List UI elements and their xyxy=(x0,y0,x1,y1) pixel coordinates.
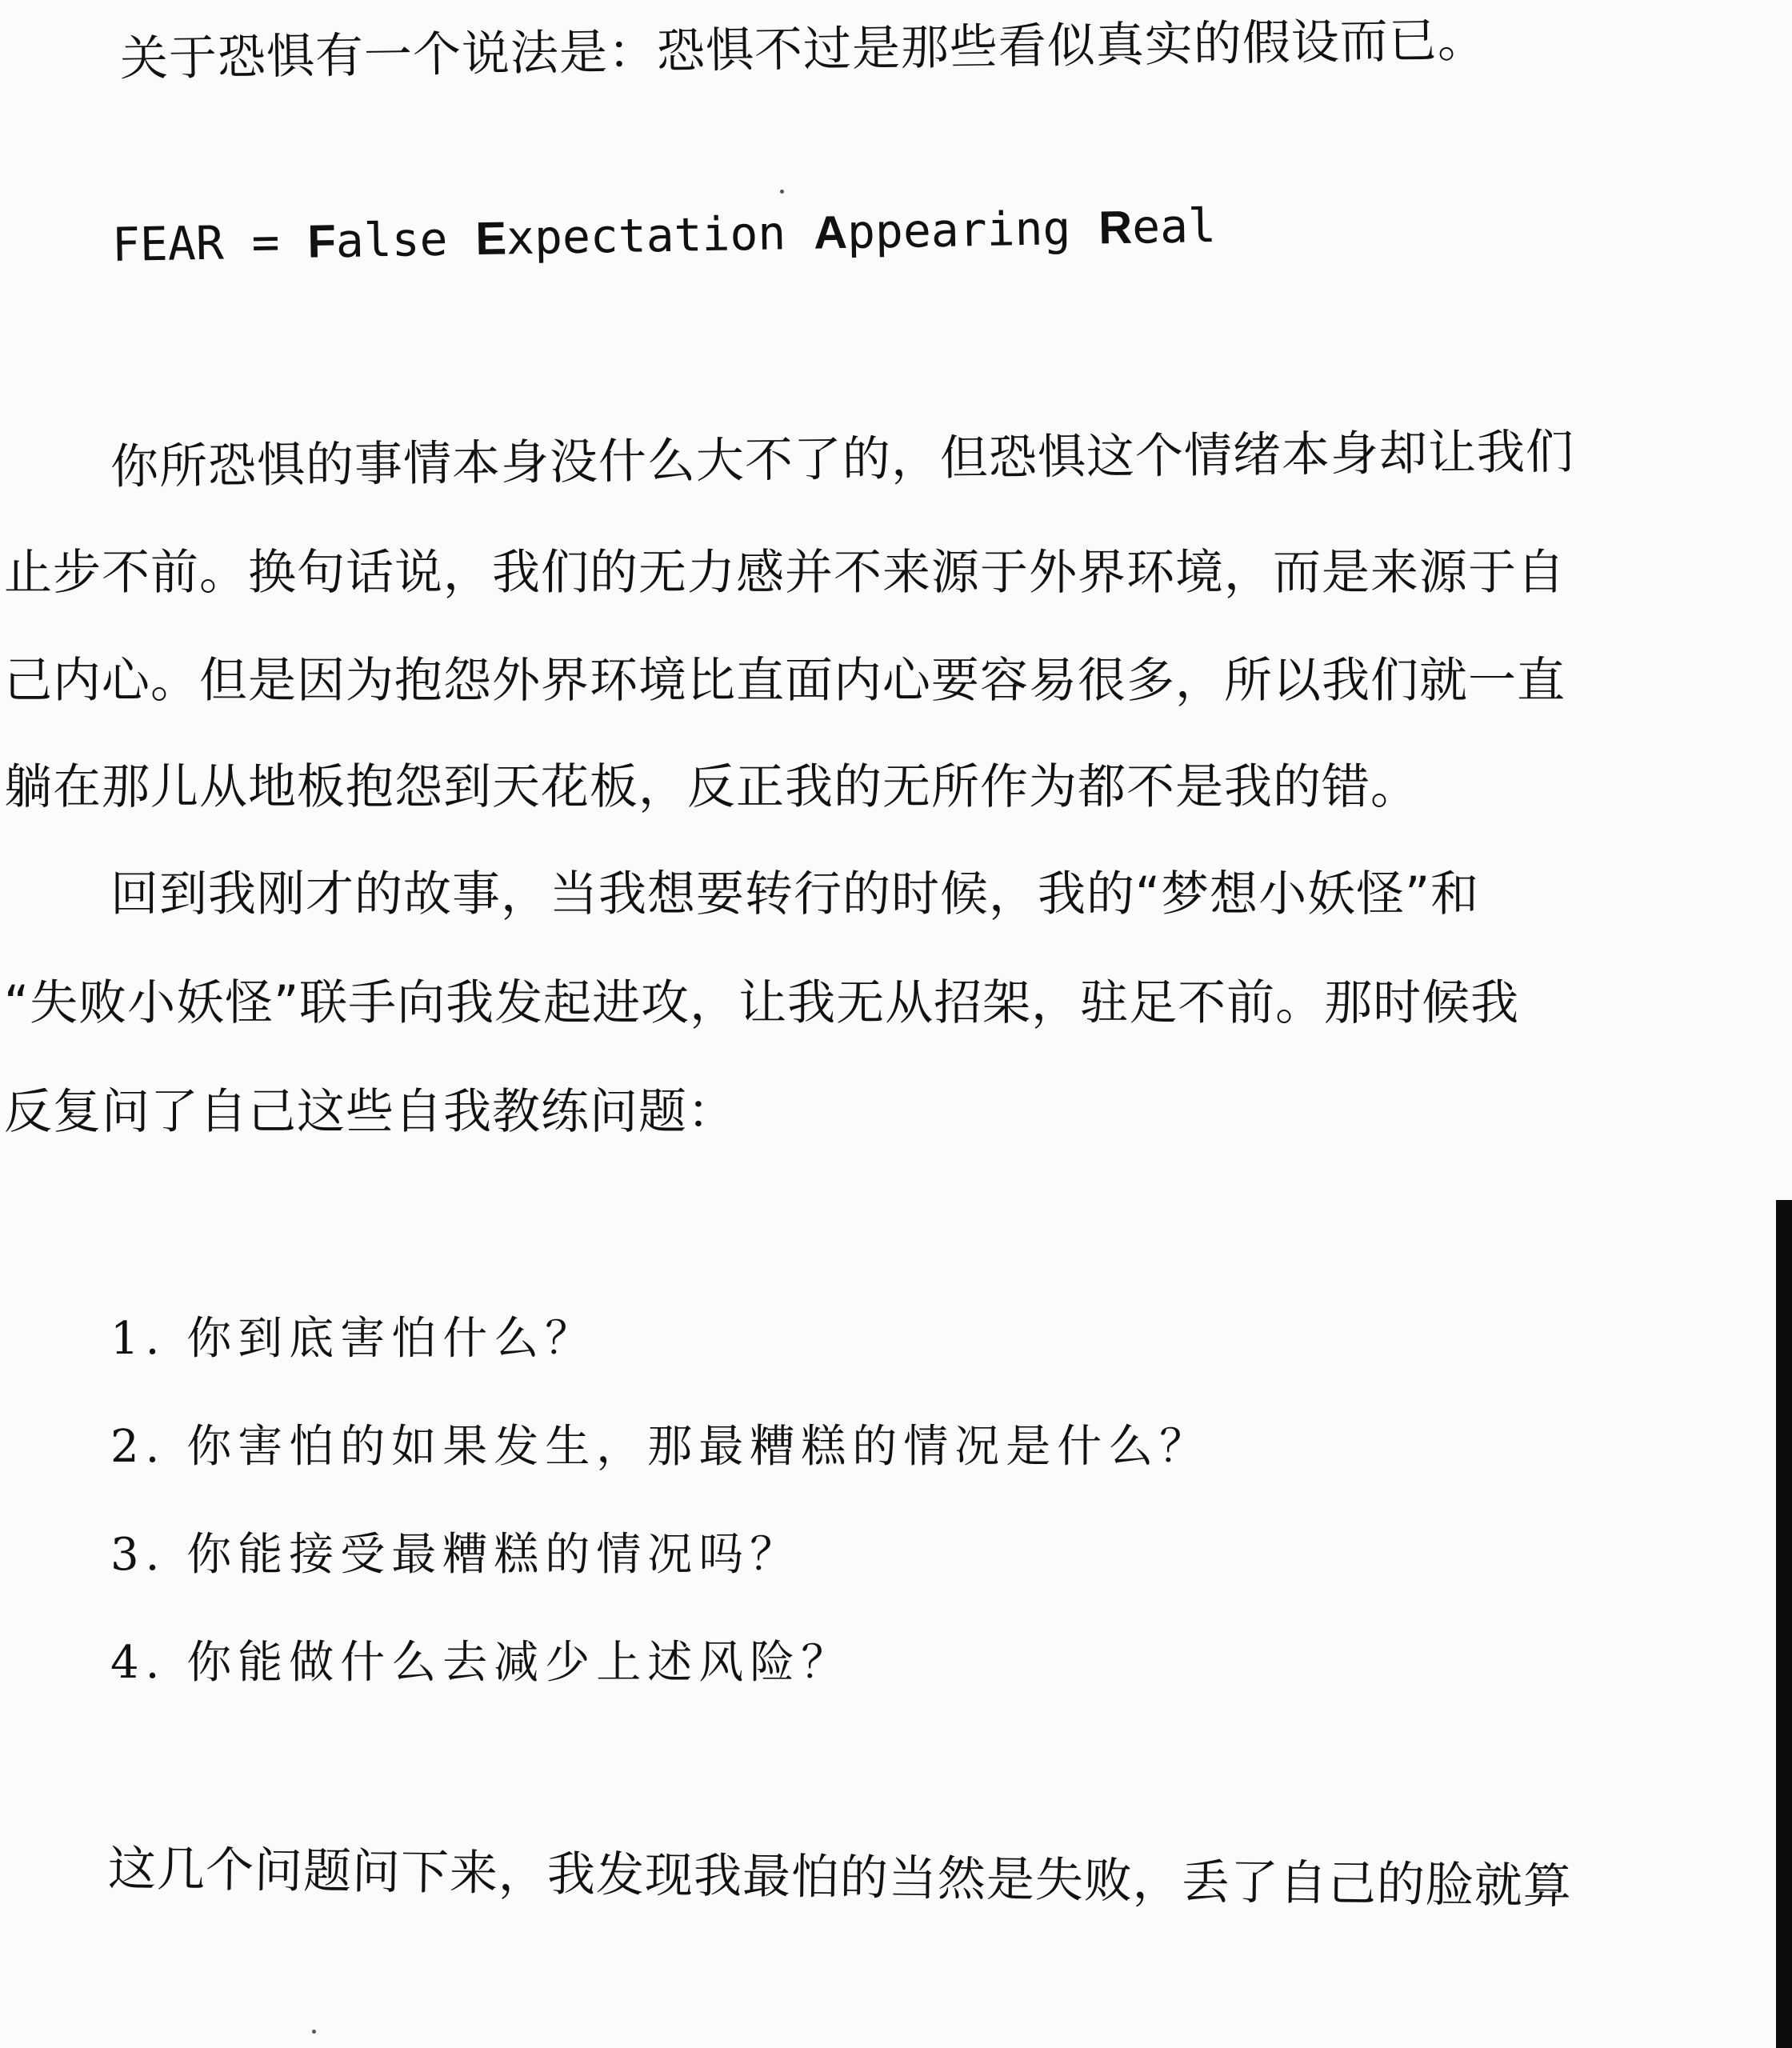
acronym-word-appearing: ppearing xyxy=(846,200,1099,259)
fear-acronym xyxy=(111,197,1216,274)
intro-sentence: 关于恐惧有一个说法是：恐惧不过是那些看似真实的假设而已。 xyxy=(119,12,1487,87)
acronym-word-expectation: xpectation xyxy=(506,205,814,266)
acronym-initial-f: F xyxy=(306,215,337,268)
paragraph-line: 躺在那儿从地板抱怨到天花板，反正我的无所作为都不是我的错。 xyxy=(4,759,1419,815)
paragraph-line: “失败小妖怪”联手向我发起进攻，让我无从招架，驻足不前。那时候我 xyxy=(4,975,1520,1031)
acronym-word-real: eal xyxy=(1131,198,1217,254)
question-item: 4. 你能做什么去减少上述风险？ xyxy=(110,1637,853,1689)
scan-speck xyxy=(312,2030,316,2034)
acronym-initial-e: E xyxy=(474,212,507,266)
paragraph-line: 己内心。但是因为抱怨外界环境比直面内心要容易很多，所以我们就一直 xyxy=(4,653,1566,709)
closing-line: 这几个问题问下来，我发现我最怕的当然是失败，丢了自己的脸就算 xyxy=(107,1841,1573,1915)
acronym-lhs: FEAR = xyxy=(111,214,308,272)
acronym-initial-r: R xyxy=(1098,201,1133,254)
paragraph-line: 回到我刚才的故事，当我想要转行的时候，我的“梦想小妖怪”和 xyxy=(110,866,1480,922)
scan-speck xyxy=(780,190,784,194)
page-edge-shadow xyxy=(1776,1200,1792,2048)
question-item: 2. 你害怕的如果发生，那最糟糕的情况是什么？ xyxy=(110,1421,1211,1473)
acronym-initial-a: A xyxy=(813,206,848,259)
question-item: 1. 你到底害怕什么？ xyxy=(110,1313,597,1365)
paragraph-line: 止步不前。换句话说，我们的无力感并不来源于外界环境，而是来源于自 xyxy=(4,545,1566,601)
question-item: 3. 你能接受最糟糕的情况吗？ xyxy=(110,1529,802,1581)
paragraph-line: 反复问了自己这些自我教练问题： xyxy=(4,1084,736,1140)
acronym-word-false: alse xyxy=(335,211,476,269)
paragraph-line: 你所恐惧的事情本身没什么大不了的，但恐惧这个情绪本身却让我们 xyxy=(110,423,1575,495)
